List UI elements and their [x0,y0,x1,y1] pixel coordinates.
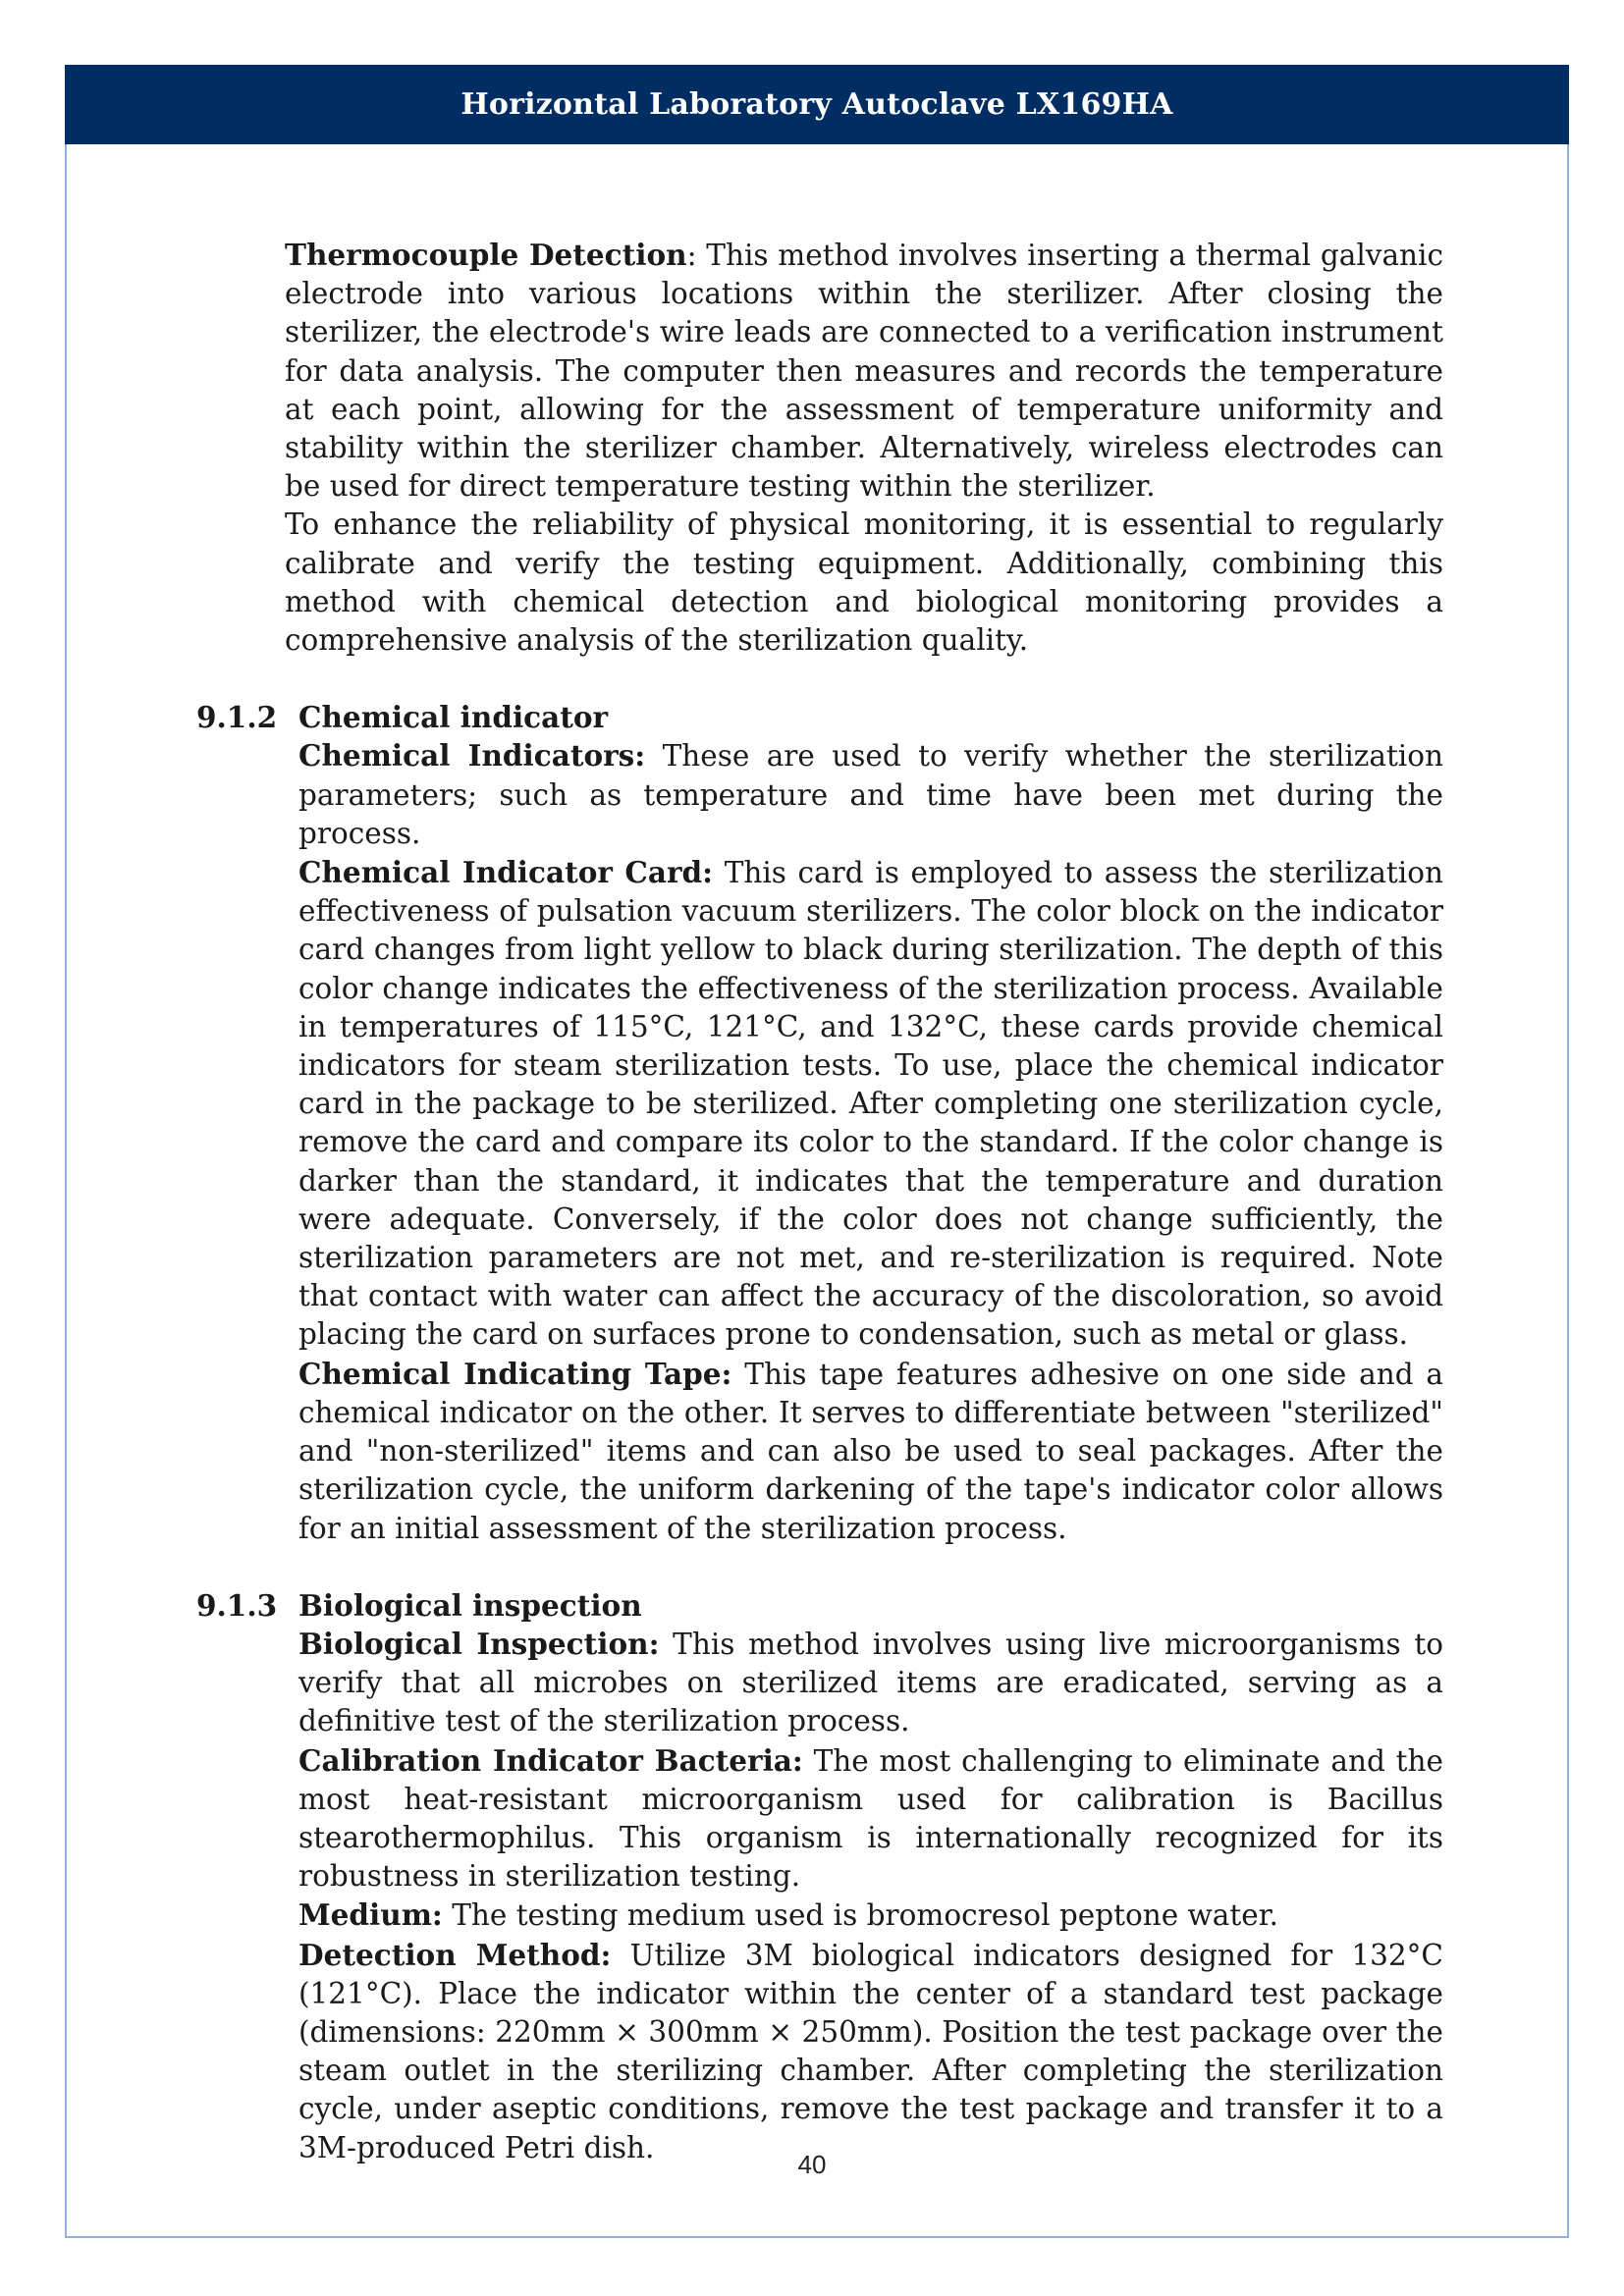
paragraph-text: This card is employed to assess the sterilization effectiveness of pulsation vacuum sterilizers. The color block on the indicator card changes from light yellow to black during sterilization. The depth of this color change indicates the effectiveness of the sterilization process. Available in temperatures of 115°C, 121°C, and 132°C, these cards provide chemical indicators for steam sterilization tests. To use, place the chemical indicator card in the package to be sterilized. After completing one sterilization cycle, remove the card and compare its color to the standard. If the color change is darker than the standard, it indicates that the temperature and duration were adequate. Conversely, if the color does not change sufficiently, the sterilization parameters are not met, and re-sterilization is required. Note that contact with water can affect the accuracy of the discoloration, so avoid placing the card on surfaces prone to condensation, such as metal or glass. [298,856,1443,1352]
page-content [196,236,1443,2167]
paragraph-text: These are used to verify whether the sterilization parameters; such as temperature and time have been met during the process. [298,739,1443,850]
paragraph-label: Biological Inspection: [298,1626,660,1661]
paragraph-label: Detection Method: [298,1937,612,1972]
section-heading-9-1-2 [196,698,1443,736]
paragraph-text: The most challenging to eliminate and the most heat-resistant microorganism used for calibration is Bacillus stearothermophilus. This organism is internationally recognized for its robustness in sterilization testing. [298,1743,1443,1894]
header-bar [65,65,1569,144]
detection-method-paragraph [298,1936,1443,2167]
document-title: Horizontal Laboratory Autoclave LX169HA [460,87,1173,122]
paragraph-label: Chemical Indicator Card: [298,855,714,890]
paragraph-text: This method involves using live microorganisms to verify that all microbes on sterilized items are eradicated, serving as a definitive test of the sterilization process. [298,1627,1443,1738]
thermocouple-paragraph [285,236,1443,506]
biological-inspection-paragraph [298,1625,1443,1741]
chemical-indicators-paragraph [298,736,1443,853]
paragraph-label: Chemical Indicators: [298,738,646,774]
paragraph-text: The testing medium used is bromocresol peptone water. [442,1898,1278,1933]
section-title: Chemical indicator [298,700,609,735]
paragraph-label: Medium: [298,1897,443,1933]
paragraph-text: Utilize 3M biological indicators designed for 132°C (121°C). Place the indicator within the center of a standard test package (dimensions: 220mm × 300mm × 250mm). Position the test package over the steam outlet in the sterilizing chamber. After completing the sterilization cycle, under aseptic conditions, remove the test package and transfer it to a 3M-produced Petri dish. [298,1938,1443,2164]
paragraph-text: This tape features adhesive on one side and a chemical indicator on the other. It serves to differentiate between "sterilized" and "non-sterilized" items and can also be used to seal packages. After the sterilization cycle, the uniform darkening of the tape's indicator color allows for an initial assessment of the sterilization process. [298,1357,1443,1545]
section-number: 9.1.3 [196,1587,278,1623]
thermocouple-text: : This method involves inserting a thermal galvanic electrode into various locations within the sterilizer. After closing the sterilizer, the electrode's wire leads are connected to a verification instrument for data analysis. The computer then measures and records the temperature at each point, allowing for the assessment of temperature uniformity and stability within the sterilizer chamber. Alternatively, wireless electrodes can be used for direct temperature testing within the sterilizer. [285,239,1443,504]
reliability-paragraph: To enhance the reliability of physical monitoring, it is essential to regularly calibrate and verify the testing equipment. Additionally, combining this method with chemical detection and biological monitoring provides a comprehensive analysis of the sterilization quality. [285,507,1443,658]
calibration-bacteria-paragraph [298,1741,1443,1896]
section-heading-9-1-3 [196,1586,1443,1625]
section-number: 9.1.2 [196,700,278,735]
medium-paragraph [298,1896,1443,1935]
chemical-indicator-card-paragraph [298,853,1443,1355]
page-number: 40 [797,2150,827,2179]
paragraph-label: Chemical Indicating Tape: [298,1356,732,1391]
chemical-indicating-tape-paragraph [298,1355,1443,1548]
thermocouple-label: Thermocouple Detection [285,238,687,272]
section-title: Biological inspection [298,1587,642,1623]
paragraph-label: Calibration Indicator Bacteria: [298,1742,803,1778]
